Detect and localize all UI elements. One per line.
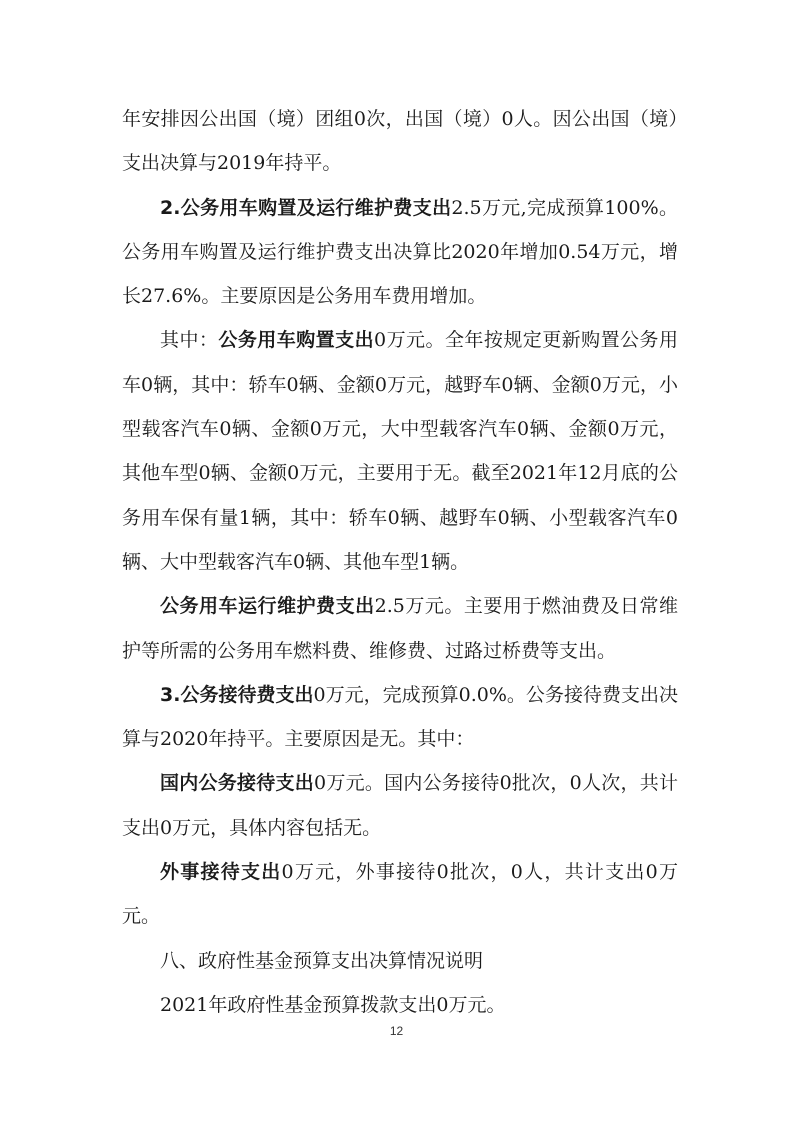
section-heading-vehicle-purchase: 公务用车购置支出 — [218, 329, 375, 352]
paragraph-text: 2021年政府性基金预算拨款支出0万元。 — [160, 993, 506, 1016]
paragraph-overseas-trips — [122, 97, 678, 186]
section-title-government-fund — [122, 939, 678, 983]
paragraph-text: 2.5万元,完成预算100%。公务用车购置及运行维护费支出决算比2020年增加0.54万元，增长27.6%。主要原因是公务用车费用增加。 — [122, 196, 678, 308]
page-number: 12 — [389, 1024, 404, 1038]
paragraph-domestic-reception — [122, 761, 678, 850]
paragraph-vehicle-expense — [122, 186, 678, 319]
paragraph-foreign-reception — [122, 850, 678, 939]
paragraph-text: 0万元。国内公务接待0批次，0人次，共计支出0万元，具体内容包括无。 — [122, 772, 678, 839]
paragraph-text: 0万元。全年按规定更新购置公务用车0辆，其中：轿车0辆、金额0万元，越野车0辆、金额0万元，小型载客汽车0辆、金额0万元，大中型载客汽车0辆、金额0万元，其他车型0辆、金额0万元，主要用于无。截至2021年12月底的公务用车保有量1辆，其中：轿车0辆、越野车0辆、小型载客汽车0辆、大中型载客汽车0辆、其他车型1辆。 — [122, 329, 678, 573]
section-heading-domestic-reception: 国内公务接待支出 — [160, 772, 314, 795]
paragraph-government-fund — [122, 983, 678, 1027]
paragraph-text: 年安排因公出国（境）团组0次，出国（境）0人。因公出国（境）支出决算与2019年持平。 — [122, 108, 678, 175]
paragraph-prefix: 其中： — [160, 329, 219, 352]
section-heading-vehicle: 2.公务用车购置及运行维护费支出 — [160, 196, 452, 219]
section-title-text: 八、政府性基金预算支出决算情况说明 — [160, 949, 484, 972]
paragraph-text: 0万元，完成预算0.0%。公务接待费支出决算与2020年持平。主要原因是无。其中： — [122, 683, 678, 751]
paragraph-vehicle-maintenance — [122, 584, 678, 673]
section-heading-foreign-reception: 外事接待支出 — [160, 861, 282, 884]
document-body — [122, 97, 678, 1027]
paragraph-text: 2.5万元。主要用于燃油费及日常维护等所需的公务用车燃料费、维修费、过路过桥费等支出。 — [122, 595, 678, 662]
section-heading-reception: 3.公务接待费支出 — [160, 683, 314, 706]
section-heading-vehicle-maintenance: 公务用车运行维护费支出 — [160, 595, 375, 618]
paragraph-vehicle-purchase — [122, 318, 678, 584]
paragraph-text: 0万元，外事接待0批次，0人，共计支出0万元。 — [122, 861, 678, 928]
paragraph-reception-expense — [122, 673, 678, 762]
